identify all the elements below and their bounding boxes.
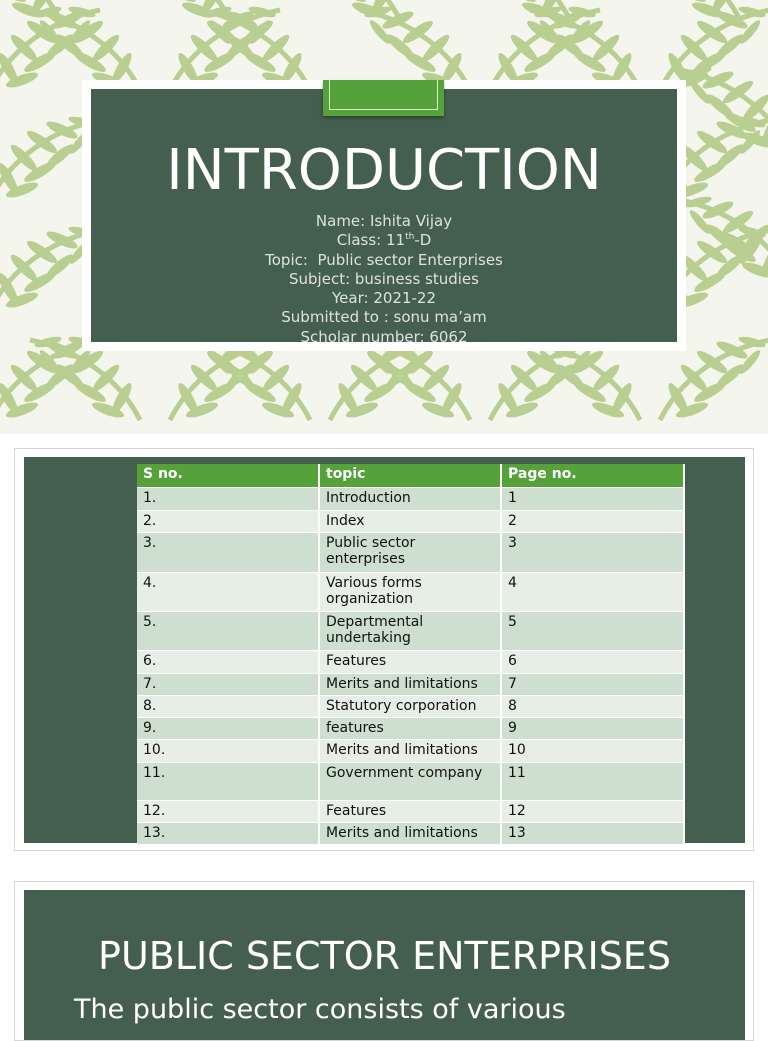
- cell-page: 13: [501, 822, 684, 844]
- index-table: [137, 464, 685, 845]
- cell-sno: 11.: [137, 762, 319, 800]
- table-row: [137, 695, 684, 717]
- class-line: Class: 11th-D: [336, 231, 432, 250]
- header-topic: topic: [319, 464, 501, 487]
- topic-line: Topic: Public sector Enterprises: [265, 250, 503, 269]
- table-row: [137, 822, 684, 844]
- cell-page: 1: [501, 487, 684, 510]
- header-sno: S no.: [137, 464, 319, 487]
- intro-panel: [91, 89, 677, 346]
- table-row: [137, 762, 684, 800]
- cell-topic: Features: [319, 800, 501, 822]
- subject-line: Subject: business studies: [289, 269, 479, 288]
- cell-topic: features: [319, 717, 501, 739]
- cell-topic: Public sector enterprises: [319, 532, 501, 572]
- cell-sno: 13.: [137, 822, 319, 844]
- cell-page: 3: [501, 532, 684, 572]
- cell-page: 7: [501, 673, 684, 695]
- cell-sno: 4.: [137, 572, 319, 611]
- header-page: Page no.: [501, 464, 684, 487]
- cell-page: 2: [501, 510, 684, 532]
- scholar-number-line: Scholar number: 6062: [300, 327, 468, 346]
- submitted-to-line: Submitted to : sonu ma’am: [281, 308, 487, 327]
- intro-title: INTRODUCTION: [166, 138, 602, 203]
- cell-sno: 6.: [137, 650, 319, 673]
- cell-topic: Index: [319, 510, 501, 532]
- public-sector-panel: [24, 890, 745, 1040]
- table-header-row: [137, 464, 684, 487]
- cell-page: 8: [501, 695, 684, 717]
- table-row: [137, 739, 684, 762]
- slide-body-text: The public sector consists of various: [74, 994, 566, 1025]
- cell-page: 12: [501, 800, 684, 822]
- cell-topic: Statutory corporation: [319, 695, 501, 717]
- table-row: [137, 673, 684, 695]
- green-tab-decoration: [323, 80, 444, 116]
- cell-sno: 1.: [137, 487, 319, 510]
- cell-topic: Merits and limitations: [319, 673, 501, 695]
- slide-title: PUBLIC SECTOR ENTERPRISES: [98, 934, 671, 978]
- index-slide: [14, 448, 754, 851]
- table-row: [137, 611, 684, 650]
- public-sector-slide: [14, 881, 754, 1041]
- cell-page: 5: [501, 611, 684, 650]
- cell-page: 4: [501, 572, 684, 611]
- cell-topic: Government company: [319, 762, 501, 800]
- table-row: [137, 487, 684, 510]
- intro-title-box: [82, 80, 686, 351]
- student-info: [91, 212, 677, 347]
- cell-sno: 12.: [137, 800, 319, 822]
- cell-sno: 8.: [137, 695, 319, 717]
- table-row: [137, 572, 684, 611]
- intro-slide: [0, 0, 768, 434]
- cell-page: 10: [501, 739, 684, 762]
- cell-topic: Features: [319, 650, 501, 673]
- cell-topic: Various forms organization: [319, 572, 501, 611]
- name-line: Name: Ishita Vijay: [315, 212, 453, 230]
- cell-topic: Merits and limitations: [319, 739, 501, 762]
- cell-sno: 7.: [137, 673, 319, 695]
- cell-topic: Introduction: [319, 487, 501, 510]
- table-row: [137, 650, 684, 673]
- cell-sno: 10.: [137, 739, 319, 762]
- table-row: [137, 510, 684, 532]
- index-panel: [24, 457, 745, 843]
- cell-page: 9: [501, 717, 684, 739]
- cell-sno: 5.: [137, 611, 319, 650]
- cell-page: 6: [501, 650, 684, 673]
- cell-topic: Merits and limitations: [319, 822, 501, 844]
- cell-sno: 3.: [137, 532, 319, 572]
- year-line: Year: 2021-22: [332, 289, 436, 308]
- table-row: [137, 800, 684, 822]
- table-row: [137, 532, 684, 572]
- cell-page: 11: [501, 762, 684, 800]
- cell-topic: Departmental undertaking: [319, 611, 501, 650]
- cell-sno: 9.: [137, 717, 319, 739]
- table-row: [137, 717, 684, 739]
- cell-sno: 2.: [137, 510, 319, 532]
